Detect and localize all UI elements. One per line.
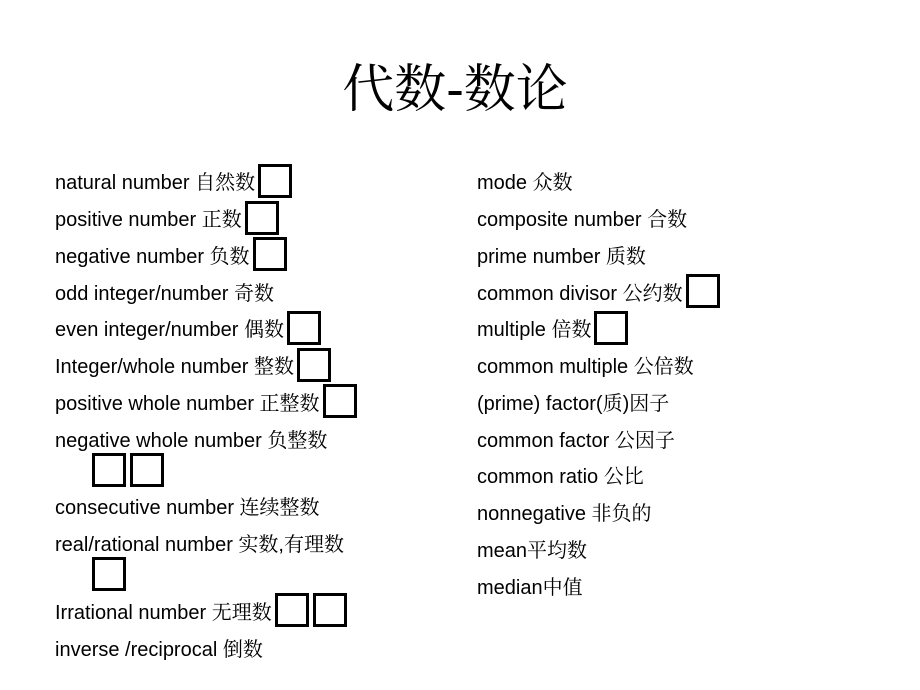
term-row [55,273,357,310]
term-row [477,199,720,236]
term-text: Integer/whole number 整数 [55,356,295,379]
term-row [55,592,357,629]
missing-glyph-box [313,593,347,627]
term-text: prime number 质数 [477,245,646,268]
term-row [477,493,720,530]
term-text: consecutive number 连续整数 [55,497,320,520]
missing-glyph-box [594,311,628,345]
term-row [55,346,357,383]
missing-glyph-boxes [594,311,628,345]
term-text: real/rational number 实数,有理数 [55,534,344,557]
term-text: common factor 公因子 [477,429,675,452]
term-text: positive whole number 正整数 [55,392,320,415]
term-row [55,236,357,273]
term-text: (prime) factor(质)因子 [477,392,670,415]
term-row [55,629,357,666]
term-text: positive number 正数 [55,209,242,232]
term-row [477,383,720,420]
term-row [55,420,357,457]
missing-glyph-box [287,311,321,345]
term-text: median中值 [477,576,583,599]
term-text: mean平均数 [477,539,588,562]
missing-glyph-boxes [258,164,292,198]
missing-glyph-box [245,201,279,235]
term-row [55,524,357,561]
term-row [477,420,720,457]
term-text: inverse /reciprocal 倒数 [55,638,263,661]
missing-glyph-box [323,384,357,418]
missing-glyph-box [130,453,164,487]
term-text: multiple 倍数 [477,319,592,342]
term-text: negative whole number 负整数 [55,429,328,452]
missing-glyph-boxes [297,348,331,382]
missing-glyph-boxes [287,311,321,345]
term-row-continuation [55,561,357,592]
missing-glyph-box [275,593,309,627]
missing-glyph-boxes [92,453,164,487]
term-row [477,310,720,347]
term-row [477,530,720,567]
term-text: nonnegative 非负的 [477,503,652,526]
term-row [55,199,357,236]
term-text: even integer/number 偶数 [55,319,285,342]
slide-title: 代数-数论 [342,60,568,120]
term-row [55,488,357,525]
term-text: common divisor 公约数 [477,282,683,305]
term-text: natural number 自然数 [55,172,256,195]
term-row [55,383,357,420]
right-term-column [477,163,720,604]
term-row [477,236,720,273]
term-row [477,567,720,604]
term-text: common multiple 公倍数 [477,356,694,379]
missing-glyph-boxes [92,557,126,591]
term-row [477,273,720,310]
term-text: odd integer/number 奇数 [55,282,275,305]
term-row [477,163,720,200]
missing-glyph-boxes [245,201,279,235]
term-row [477,457,720,494]
missing-glyph-boxes [253,237,287,271]
missing-glyph-boxes [323,384,357,418]
term-row-continuation [55,457,357,488]
missing-glyph-box [253,237,287,271]
missing-glyph-boxes [686,274,720,308]
missing-glyph-box [92,557,126,591]
term-text: composite number 合数 [477,209,688,232]
term-row [55,310,357,347]
term-text: mode 众数 [477,172,573,195]
missing-glyph-box [686,274,720,308]
left-term-column [55,163,357,666]
term-text: negative number 负数 [55,245,250,268]
missing-glyph-box [297,348,331,382]
term-text: common ratio 公比 [477,466,644,489]
term-row [55,163,357,200]
missing-glyph-box [92,453,126,487]
term-text: Irrational number 无理数 [55,601,272,624]
term-row [477,346,720,383]
missing-glyph-box [258,164,292,198]
missing-glyph-boxes [275,593,347,627]
